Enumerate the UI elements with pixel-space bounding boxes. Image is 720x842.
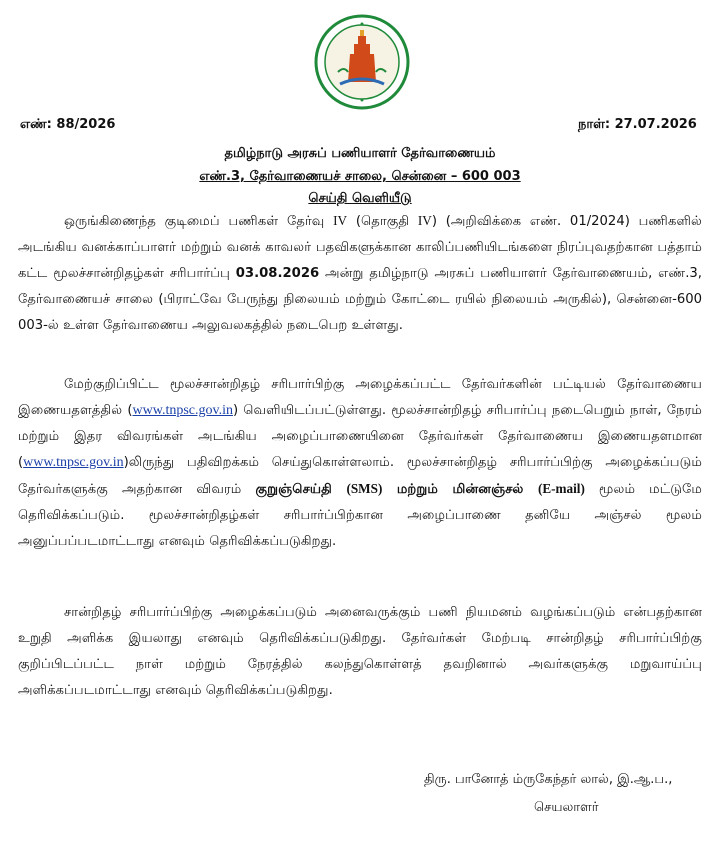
para1-text: ஒருங்கிணைந்த குடிமைப் பணிகள் தேர்வு <box>64 214 334 229</box>
sms-label: குறுஞ்செய்தி <box>255 482 347 497</box>
tnpsc-website-link[interactable]: www.tnpsc.gov.in <box>132 403 233 418</box>
reference-date: நாள்: 27.07.2026 <box>578 117 697 132</box>
para2-text: ) வெளியிடப்பட்டுள்ளது. மூலச்சான்றிதழ் சரிபார்ப்பு நடைபெறும் நாள், நேரம் மற்றும் இதர விவரங்கள் அடங்கிய அழைப்பாணையினை தேர்வர்கள் தேர்வாணைய இணையதளமான ( <box>18 403 702 470</box>
org-address: எண்.3, தேர்வாணையச் சாலை, சென்னை – 600 003 <box>199 169 521 184</box>
tnpsc-website-link[interactable]: www.tnpsc.gov.in <box>23 455 124 470</box>
para2-text: )லிருந்து பதிவிறக்கம் செய்துகொள்ளலாம். மூலச்சான்றிதழ் சரிபார்ப்பிற்கு அழைக்கப்படும் தேர்வர்களுக்கு அதற்கான விவரம் <box>18 455 702 497</box>
email-label: (E-mail) <box>537 481 585 496</box>
verification-date: 03.08.2026 <box>235 266 320 281</box>
email-label: மற்றும் மின்னஞ்சல் <box>382 482 538 497</box>
roman-numeral: IV <box>333 213 348 228</box>
paragraph-3 <box>18 600 702 704</box>
para1-text: அன்று தமிழ்நாடு அரசுப் பணியாளர் தேர்வாணையம், எண்.3, தேர்வாணையச் சாலை (பிராட்வே பேருந்து நிலையம் மற்றும் கோட்டை ரயில் நிலையம் அருகில்), சென்னை-600 003-ல் உள்ள தேர்வாணைய அலுவலகத்தில் நடைபெற உள்ளது. <box>18 266 702 333</box>
paragraph-1 <box>18 208 702 339</box>
tamil-nadu-emblem-icon <box>314 14 410 110</box>
signatory-designation: செயலாளர் <box>534 800 599 815</box>
para2-text: மூலம் மட்டுமே தெரிவிக்கப்படும். மூலச்சான்றிதழ்கள் சரிபார்ப்பிற்கான அழைப்பாணை தனியே அஞ்சல் மூலம் அனுப்பப்படமாட்டாது எனவும் தெரிவிக்கப்படுகிறது. <box>18 482 702 549</box>
para1-text: ) (அறிவிக்கை எண். 01/2024) பணிகளில் அடங்கிய வனக்காப்பாளர் மற்றும் வனக் காவலர் பதவிகளுக்கான காலிப்பணியிடங்களை நிரப்புவதற்கான பத்தாம் கட்ட மூலச்சான்றிதழ்கள் சரிபார்ப்பு <box>18 214 702 281</box>
reference-number: எண்: 88/2026 <box>20 117 116 132</box>
para3-text: சான்றிதழ் சரிபார்ப்பிற்கு அழைக்கப்படும் அனைவருக்கும் பணி நியமனம் வழங்கப்படும் என்பதற்கான உறுதி அளிக்க இயலாது எனவும் தெரிவிக்கப்படுகிறது. தேர்வர்கள் மேற்படி சான்றிதழ் சரிபார்ப்பிற்கு குறிப்பிடப்பட்ட நாள் மற்றும் நேரத்தில் கலந்துகொள்ளத் தவறினால் அவர்களுக்கு மறுவாய்ப்பு அளிக்கப்படமாட்டாது எனவும் தெரிவிக்கப்படுகிறது. <box>18 605 702 698</box>
org-name: தமிழ்நாடு அரசுப் பணியாளர் தேர்வாணையம் <box>224 146 496 161</box>
paragraph-2 <box>18 372 702 555</box>
sms-label: (SMS) <box>346 481 383 496</box>
para1-text: (தொகுதி <box>347 214 418 229</box>
signatory-name: திரு. பானோத் ம்ருகேந்தர் லால், இ.ஆ.ப., <box>424 772 673 787</box>
press-release-title: செய்தி வெளியீடு <box>308 191 412 206</box>
para2-text: மேற்குறிப்பிட்ட மூலச்சான்றிதழ் சரிபார்பிற்கு அழைக்கப்பட்ட தேர்வர்களின் பட்டியல் தேர்வாணைய இணையதளத்தில் ( <box>18 377 702 418</box>
roman-numeral: IV <box>417 213 432 228</box>
